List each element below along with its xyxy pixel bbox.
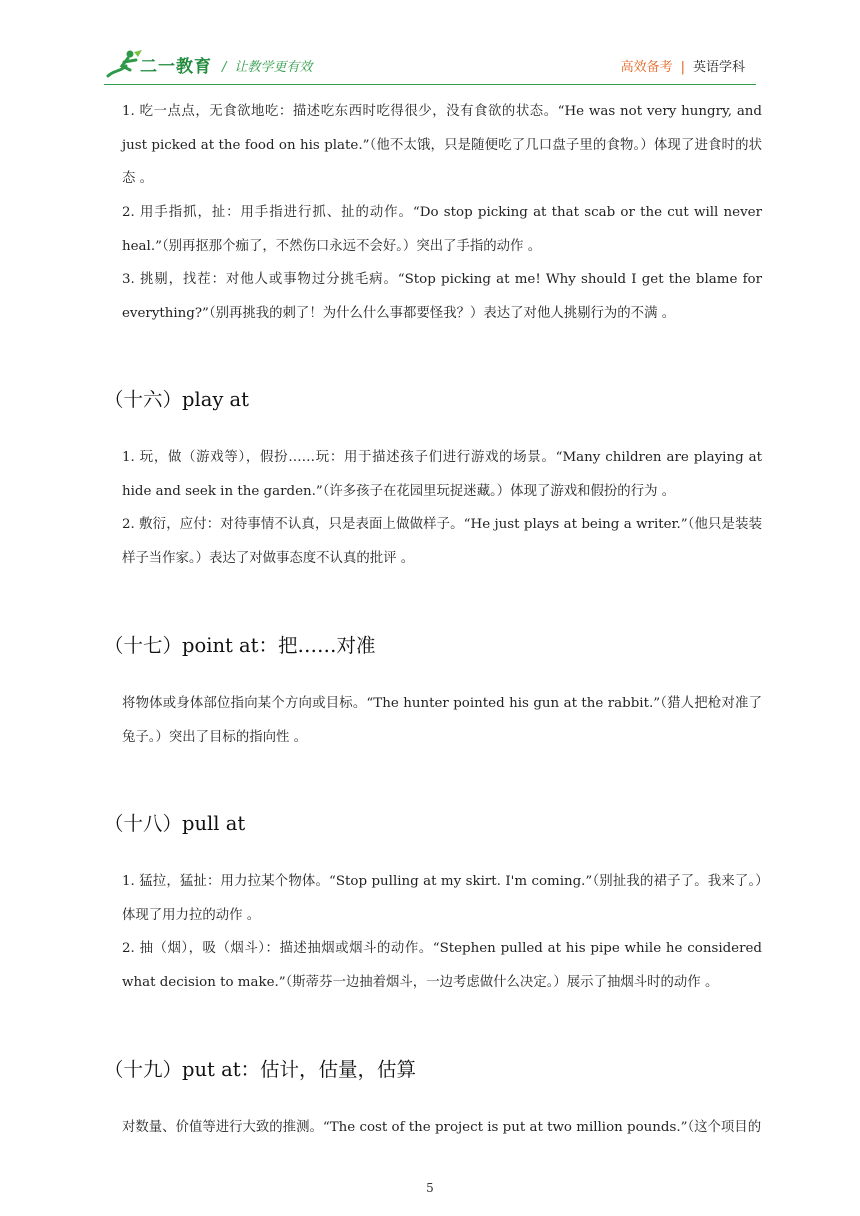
slogan-slash: / xyxy=(222,60,227,75)
paragraph: 将物体或身体部位指向某个方向或目标。“The hunter pointed his gun at the rabbit.”（猎人把枪对准了兔子。）突出了目标的指向性 。 xyxy=(122,696,762,745)
slogan-text: 让教学更有效 xyxy=(234,60,313,75)
paragraph: 对数量、价值等进行大致的推测。“The cost of the project is put at two million pounds.”（这个项目的 xyxy=(122,1120,762,1135)
paragraph: 1. 吃一点点，无食欲地吃：描述吃东西时吃得很少，没有食欲的状态。“He was not very hungry, and just picked at the food on his plate.”（他不太饿，只是随便吃了几口盘子里的食物。）体现了进食时的状态 。 xyxy=(122,104,762,186)
section-heading: （十六）play at xyxy=(104,388,250,411)
header-right xyxy=(621,56,745,75)
page-number: 5 xyxy=(426,1181,434,1195)
brand-slogan xyxy=(222,56,312,75)
paragraph: 3. 挑剔，找茬：对他人或事物过分挑毛病。“Stop picking at me! Why should I get the blame for everything?”（别再挑我的刺了！为什么什么事都要怪我？）表达了对他人挑剔行为的不满 。 xyxy=(122,272,762,321)
paragraph: 2. 抽（烟），吸（烟斗）：描述抽烟或烟斗的动作。“Stephen pulled at his pipe while he considered what decision to make.”（斯蒂芬一边抽着烟斗，一边考虑做什么决定。）展示了抽烟斗时的动作 。 xyxy=(122,941,762,990)
header-separator: | xyxy=(680,60,685,75)
paragraph: 2. 敷衍，应付：对待事情不认真，只是表面上做做样子。“He just plays at being a writer.”（他只是装装样子当作家。）表达了对做事态度不认真的批评 。 xyxy=(122,517,762,566)
section-heading: （十八）pull at xyxy=(104,812,246,835)
paragraph: 1. 猛拉，猛扯：用力拉某个物体。“Stop pulling at my skirt. I'm coming.”（别扯我的裙子了。我来了。）体现了用力拉的动作 。 xyxy=(122,874,762,923)
brand-name: 二一教育 xyxy=(140,57,212,77)
paragraph: 1. 玩，做（游戏等），假扮……玩：用于描述孩子们进行游戏的场景。“Many children are playing at hide and seek in the garden.”（许多孩子在花园里玩捉迷藏。）体现了游戏和假扮的行为 。 xyxy=(122,450,762,499)
paragraph: 2. 用手指抓，扯：用手指进行抓、扯的动作。“Do stop picking at that scab or the cut will never heal.”（别再抠那个痂了，不然伤口永远不会好。）突出了手指的动作 。 xyxy=(122,205,762,254)
header-label-exam: 高效备考 xyxy=(620,60,673,75)
section-heading: （十七）point at：把……对准 xyxy=(104,634,376,657)
page-header xyxy=(0,0,860,90)
section-heading: （十九）put at：估计，估量，估算 xyxy=(104,1058,417,1081)
header-divider xyxy=(104,84,756,85)
header-label-subject: 英语学科 xyxy=(692,60,745,75)
runner-logo-icon xyxy=(104,48,144,80)
